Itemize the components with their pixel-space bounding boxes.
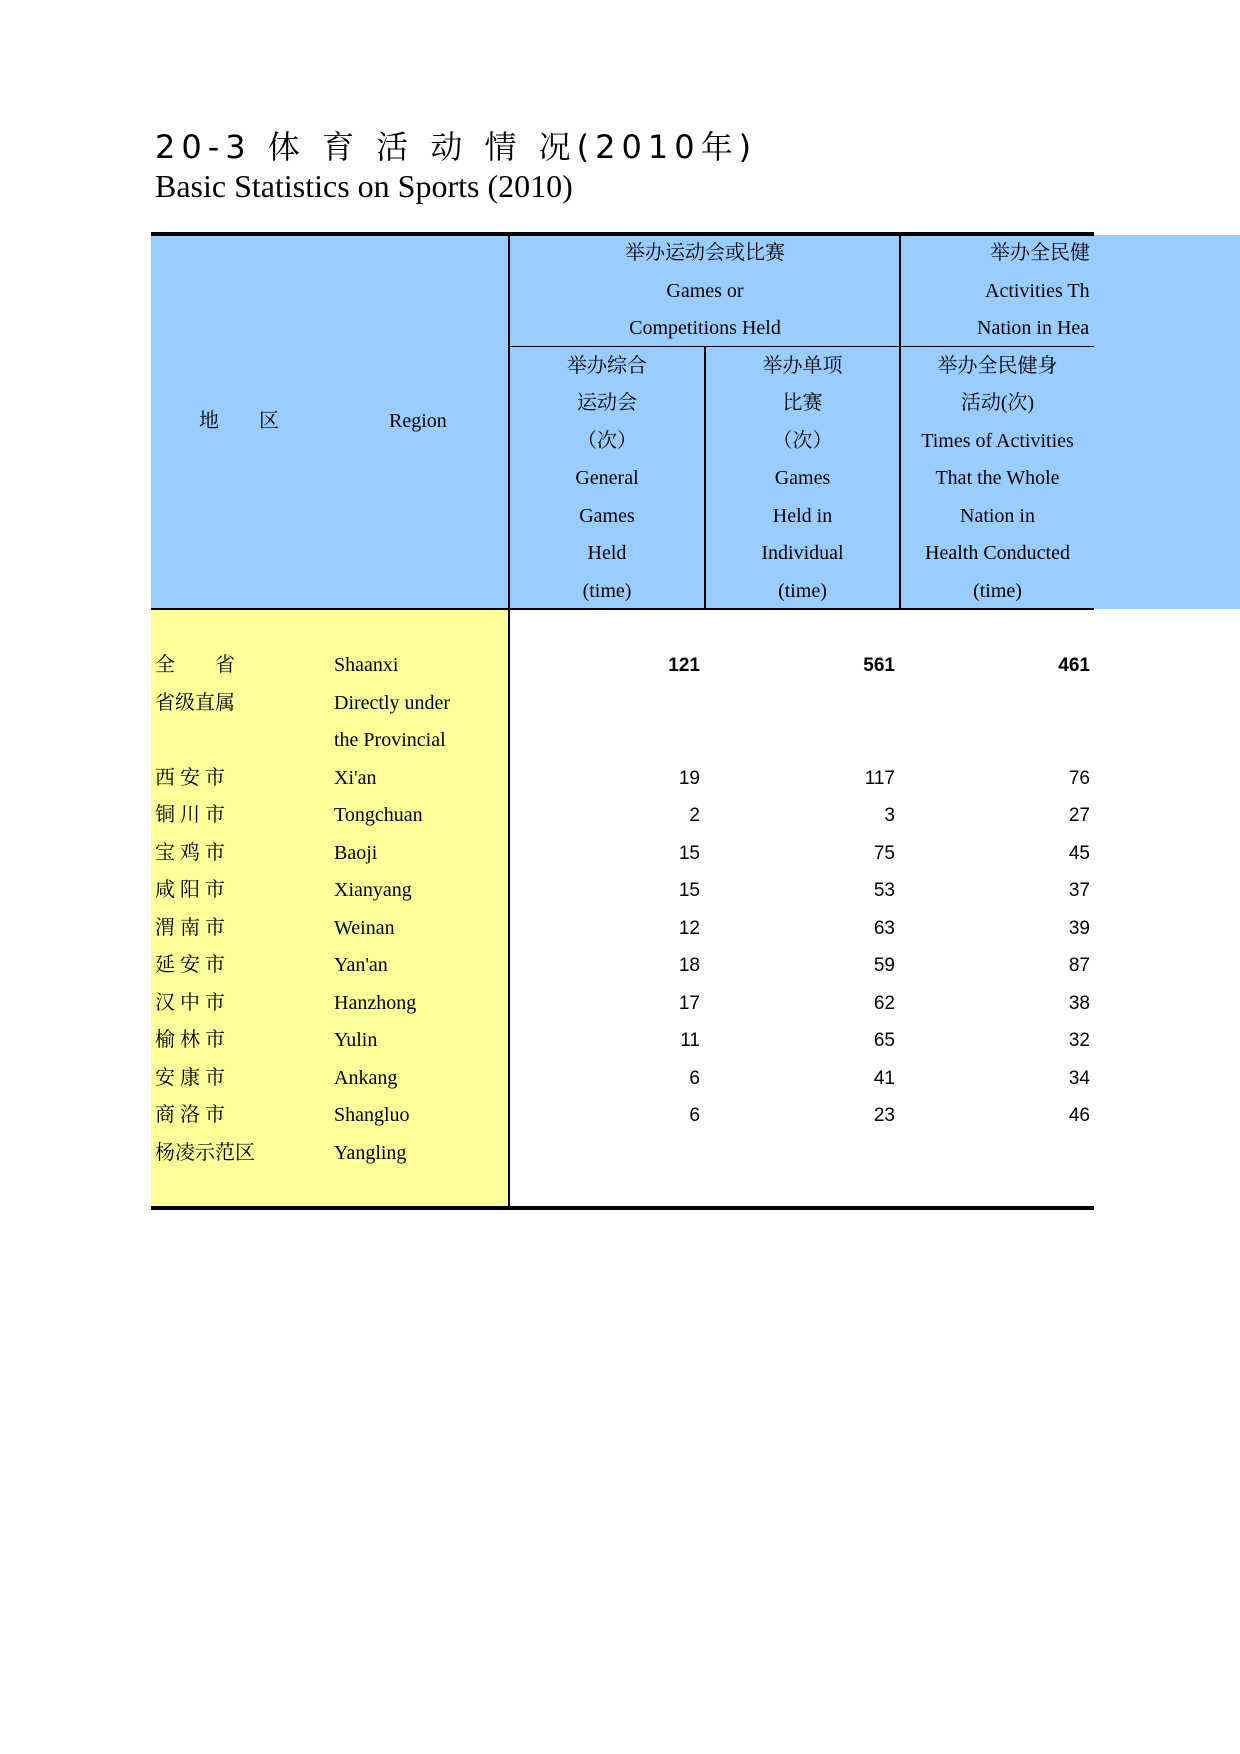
header-region-cn: 地 区	[199, 410, 279, 432]
region-name-cn: 全 省	[155, 654, 235, 676]
region-name-en: Baoji	[334, 842, 378, 864]
fitness-activities-value: 46	[1068, 1105, 1090, 1126]
fitness-activities-value: 76	[1068, 768, 1090, 789]
fitness-activities-value: 37	[1068, 880, 1090, 901]
individual-games-value: 117	[864, 768, 895, 789]
region-name-cn: 宝 鸡 市	[155, 842, 225, 864]
group-divider-rule	[509, 346, 1094, 347]
individual-games-value: 41	[873, 1068, 895, 1089]
region-name-en: Tongchuan	[334, 804, 423, 826]
region-name-cn: 榆 林 市	[155, 1029, 225, 1051]
individual-games-value: 23	[873, 1105, 895, 1126]
general-games-value: 19	[678, 768, 700, 789]
individual-games-value: 3	[884, 805, 895, 826]
general-games-value: 11	[680, 1030, 700, 1051]
region-name-cn: 咸 阳 市	[155, 879, 225, 901]
region-name-en: Shaanxi	[334, 654, 399, 676]
region-name-cn: 商 洛 市	[155, 1104, 225, 1126]
fitness-activities-value: 39	[1068, 918, 1090, 939]
region-name-en: Ankang	[334, 1067, 398, 1089]
region-name-en: the Provincial	[334, 729, 446, 751]
region-name-en: Yangling	[334, 1142, 407, 1164]
individual-games-value: 63	[873, 918, 895, 939]
individual-games-value: 75	[873, 843, 895, 864]
general-games-value: 12	[678, 918, 700, 939]
header-bottom-rule	[151, 608, 1094, 610]
table-bottom-rule	[151, 1206, 1094, 1210]
fitness-activities-value: 38	[1068, 993, 1090, 1014]
region-name-en: Directly under	[334, 692, 451, 714]
region-name-cn: 西 安 市	[155, 767, 225, 789]
general-games-value: 6	[689, 1068, 700, 1089]
fitness-activities-value: 32	[1068, 1030, 1090, 1051]
region-name-cn: 延 安 市	[155, 954, 225, 976]
general-games-value: 17	[678, 993, 700, 1014]
fitness-activities-value: 87	[1068, 955, 1090, 976]
region-name-en: Xianyang	[334, 879, 412, 901]
region-name-en: Hanzhong	[334, 992, 417, 1014]
region-name-cn: 杨凌示范区	[155, 1142, 255, 1164]
fitness-activities-value: 34	[1068, 1068, 1090, 1089]
individual-games-value: 53	[873, 880, 895, 901]
general-games-value: 15	[678, 880, 700, 901]
region-name-en: Yulin	[334, 1029, 378, 1051]
fitness-activities-value: 461	[1058, 655, 1090, 676]
general-games-value: 2	[689, 805, 700, 826]
region-name-cn: 渭 南 市	[155, 917, 225, 939]
region-name-en: Weinan	[334, 917, 395, 939]
individual-games-value: 65	[873, 1030, 895, 1051]
general-games-value: 121	[668, 655, 700, 676]
header-group-activities: 举办全民健 Activities Th Nation in Hea	[977, 242, 1090, 339]
general-games-value: 15	[678, 843, 700, 864]
region-name-en: Yan'an	[334, 954, 388, 976]
region-name-cn: 汉 中 市	[155, 992, 225, 1014]
region-name-en: Shangluo	[334, 1104, 410, 1126]
page-title-en: Basic Statistics on Sports (2010)	[155, 168, 573, 204]
fitness-activities-value: 27	[1068, 805, 1090, 826]
region-name-en: Xi'an	[334, 767, 377, 789]
individual-games-value: 561	[863, 655, 895, 676]
individual-games-value: 59	[873, 955, 895, 976]
fitness-activities-value: 45	[1068, 843, 1090, 864]
page-title-cn: 20-3 体 育 活 动 情 况(2010年)	[155, 128, 758, 166]
region-name-cn: 省级直属	[155, 692, 235, 714]
general-games-value: 6	[689, 1105, 700, 1126]
individual-games-value: 62	[873, 993, 895, 1014]
header-region-en: Region	[389, 410, 447, 432]
general-games-value: 18	[678, 955, 700, 976]
region-name-cn: 铜 川 市	[155, 804, 225, 826]
region-name-cn: 安 康 市	[155, 1067, 225, 1089]
region-column-divider	[508, 235, 510, 1208]
